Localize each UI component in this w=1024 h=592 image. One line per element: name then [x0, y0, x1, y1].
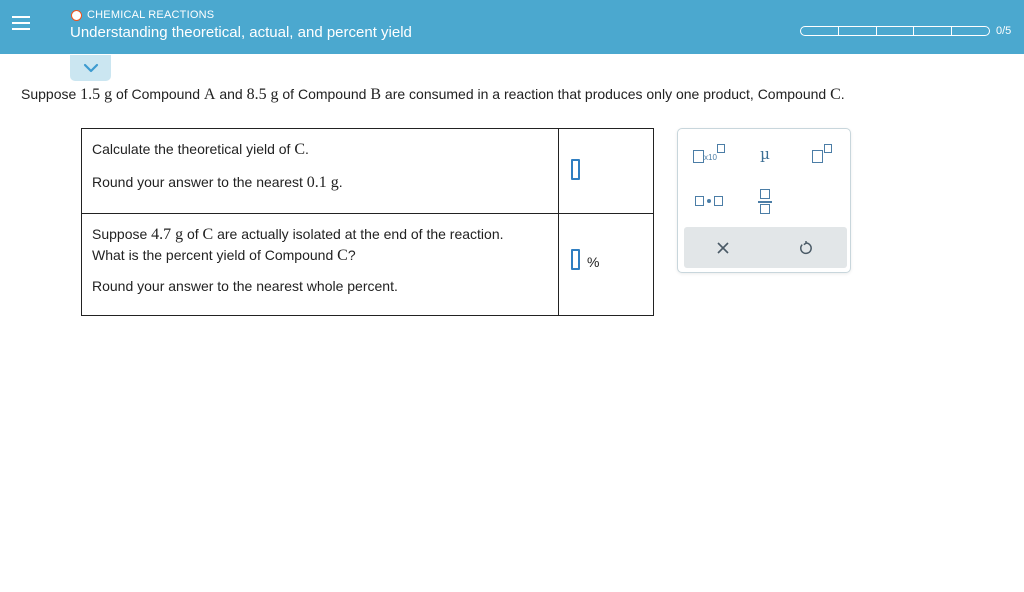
hamburger-menu-icon[interactable] — [0, 0, 42, 46]
superscript-button[interactable] — [806, 141, 836, 167]
undo-icon — [798, 240, 814, 256]
multiply-dot-button[interactable] — [688, 189, 728, 213]
progress-segment — [877, 27, 915, 35]
chevron-down-icon — [83, 63, 99, 73]
mass-a-value: 1.5 — [80, 86, 101, 103]
header-bar — [0, 0, 1024, 54]
page-title: Understanding theoretical, actual, and percent yield — [70, 24, 412, 41]
progress-bar — [800, 26, 990, 36]
table-row — [82, 129, 654, 214]
question-2-answer-cell — [559, 214, 654, 316]
progress-count: 0/5 — [996, 25, 1012, 37]
progress-segment — [801, 27, 839, 35]
collapse-header-button[interactable] — [70, 55, 111, 81]
topic-row — [71, 8, 214, 22]
progress-segment — [952, 27, 989, 35]
question-table — [81, 128, 654, 316]
question-2-text: Suppose 4.7 g of C are actually isolated at the end of the reaction. What is the percent yield of Compound C? Round your answer to the nearest whole percent. — [82, 214, 559, 316]
table-row — [82, 214, 654, 316]
problem-statement: Suppose 1.5 g of Compound A and 8.5 g of Compound B are consumed in a reaction that produces only one product, Compound C. — [21, 86, 845, 103]
scientific-notation-button[interactable] — [688, 143, 728, 165]
mass-b-value: 8.5 — [246, 86, 267, 103]
status-circle-icon — [71, 10, 82, 21]
question-1-text: Calculate the theoretical yield of C. Round your answer to the nearest 0.1 g. — [82, 129, 559, 214]
progress-indicator — [800, 25, 1011, 37]
percent-yield-input[interactable] — [571, 249, 580, 270]
percent-unit-label: % — [587, 254, 600, 270]
question-1-answer-cell — [559, 129, 654, 214]
math-keypad — [677, 128, 851, 273]
x-clear-icon — [716, 241, 730, 255]
undo-button[interactable] — [789, 235, 823, 261]
theoretical-yield-input[interactable] — [571, 159, 580, 180]
micro-label: µ — [760, 145, 770, 163]
fraction-button[interactable] — [750, 185, 780, 217]
progress-segment — [839, 27, 877, 35]
micro-button[interactable] — [750, 142, 780, 166]
progress-segment — [914, 27, 952, 35]
topic-label: CHEMICAL REACTIONS — [87, 9, 215, 21]
clear-button[interactable] — [706, 235, 740, 261]
sci-notation-label: x10 — [704, 153, 717, 162]
